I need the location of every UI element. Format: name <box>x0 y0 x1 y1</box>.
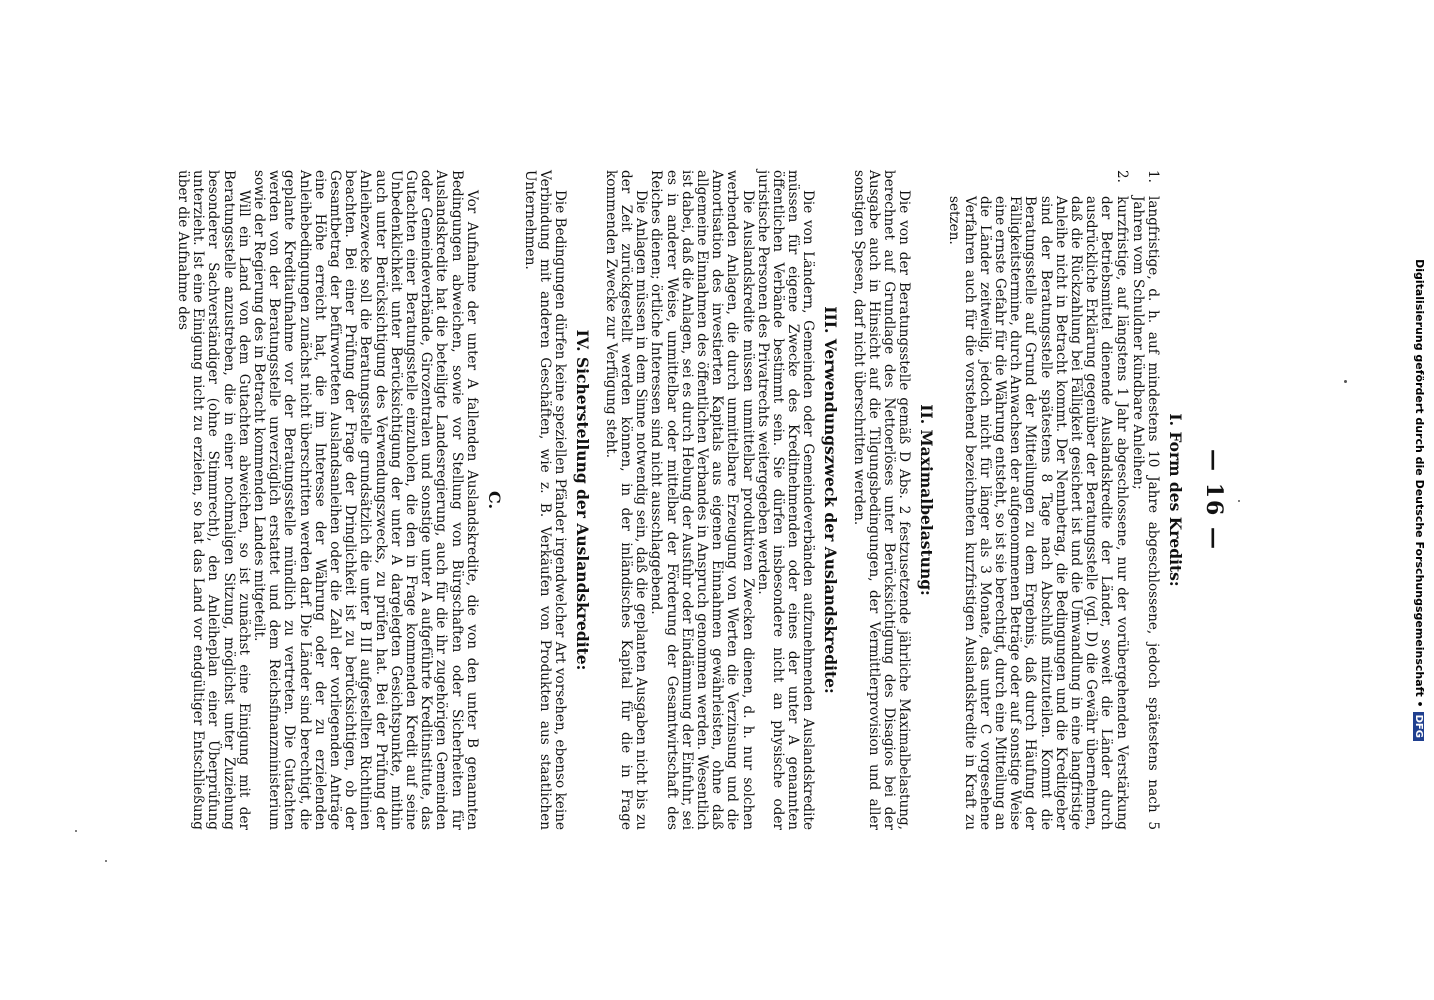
list-item-number: 1. <box>1145 170 1161 183</box>
section-heading: IV. Sicherstellung der Auslandskredite: <box>573 329 593 671</box>
section-heading: II. Maximalbelastung: <box>917 404 937 596</box>
paragraph: Die von der Beratungsstelle gemäß D Abs. 2 festzusetzende jährliche Maximalbelastung, berechnet auf Grundlage des Nettoerlöses unter Berücksichtigung des Disagios bei der Ausgabe auch in Hinsicht auf die Tilgungsbedingungen, der Vermittlerprovision und aller sonstigen Spesen, darf nicht überschritten werden. <box>850 170 913 830</box>
list-item <box>1130 170 1160 830</box>
digitization-credit <box>1410 10 1426 990</box>
digitization-credit-text: Digitalisierung gefördert durch die Deutsche Forschungsgemeinschaft • <box>1413 259 1426 708</box>
scan-speck <box>75 830 77 832</box>
section-heading: I. Form des Kredits: <box>1166 413 1185 587</box>
paragraph: Die Anlagen müssen in dem Sinne notwendig sein, daß die geplanten Ausgaben nicht bis zu der Zeit zurückgestellt werden können, in der inländisches Kapital für die in Frage kommenden Zwecke zur Verfügung steht. <box>602 170 650 830</box>
page-number: — 16 — <box>1201 449 1227 551</box>
scan-speck <box>105 860 107 862</box>
list-item-text: kurzfristige, auf längstens 1 Jahr abgeschlossene, nur der vorübergehenden Verstärkung der Betriebsmittel dienende Auslandskredite der Länder, soweit die Länder durch ausdrückliche Erklärung gegenüber der Beratungsstelle (vgl. D) die Gewähr übernehmen, daß die Rückzahlung bei Fälligkeit gesichert ist und die Umwandlung in eine langfristige Anleihe nicht in Betracht kommt. Der Nennbetrag, die Bedingungen und die Kreditgeber sind der Beratungsstelle spätestens 8 Tage nach Abschluß mitzuteilen. Kommt die Beratungsstelle auf Grund der Mitteilungen zu dem Ergebnis, daß durch Häufung der Fälligkeitstermine, durch Anwachsen der aufgenommenen Beträge oder auf sonstige Weise eine ernste Gefahr für die Währung entsteht, so ist sie berechtigt, durch eine Mitteilung an die Länder zeitweilig, jedoch nicht für länger als 3 Monate, das unter C vorgesehene Verfahren auch für die vorstehend bezeichneten kurzfristigen Auslandskredite in Kraft zu setzen. <box>946 196 1130 830</box>
section-heading: C. <box>484 490 504 510</box>
scan-speck <box>1344 380 1347 383</box>
list-item <box>946 170 1128 830</box>
paragraph: Die von Ländern, Gemeinden oder Gemeindeverbänden aufzunehmenden Auslandskredite müssen für eigene Zwecke des Kreditnehmenden oder eines der unter A genannten öffentlichen Verbände bestimmt sein. Sie dürfen insbesondere nicht an physische oder juristische Personen des Privatrechts weitergegeben werden. <box>754 170 817 830</box>
section-form-des-kredits <box>946 170 1185 830</box>
scan-speck <box>1238 500 1240 502</box>
section-c <box>175 170 504 830</box>
paragraph: Die Bedingungen dürfen keine speziellen Pfänder irgendwelcher Art vorsehen, ebenso keine Verbindung mit anderen Geschäften, wie z. B. Verkäufen von Produkten aus staatlichen Unternehmen. <box>522 170 569 830</box>
paragraph: Will ein Land von dem Gutachten abweichen, so ist zunächst eine Einigung mit der Beratungsstelle anzustreben, die in einer nochmaligen Sitzung, möglichst unter Zuziehung besonderer Sachverständiger (ohne Stimmrecht), den Anleiheplan einer Überprüfung unterzieht. Ist eine Einigung nicht zu erzielen, so hat das Land vor endgültiger Entschließung über die Aufnahme des <box>175 170 252 830</box>
section-sicherstellung <box>522 170 593 830</box>
list-item-text: langfristige, d. h. auf mindestens 10 Jahre abgeschlossene, jedoch spätestens nach 5 Jahren vom Schuldner kündbare Anleihen; <box>1129 196 1161 830</box>
section-heading: III. Verwendungszweck der Auslandskredite: <box>821 306 841 694</box>
section-maximalbelastung <box>850 170 936 830</box>
list-item-number: 2. <box>1113 170 1130 183</box>
document-page <box>167 150 1267 850</box>
dfg-logo: DFG <box>1413 712 1424 741</box>
paragraph: Vor Aufnahme der unter A fallenden Auslandskredite, die von den unter B genannten Bedingungen abweichen, sowie vor Stellung von Bürgschaften oder Sicherheiten für Auslandskredite hat die beteiligte Landesregierung, auch für die ihr zugehörigen Gemeinden oder Gemeindeverbände, Girozentralen und sonstige unter A aufgeführte Kreditinstitute, das Gutachten einer Beratungsstelle einzuholen, die den in Frage kommenden Kredit auf seine Unbedenklichkeit unter Berücksichtigung der unter A dargelegten Gesichtspunkte, mithin auch unter Berücksichtigung des Verwendungszwecks, zu prüfen hat. Bei der Prüfung der Anleihezwecke soll die Beratungsstelle grundsätzlich die unter B III aufgestellten Richtlinien beachten. Bei einer Prüfung der Frage der Dringlichkeit ist zu berücksichtigen, ob der Gesamtbetrag der befürworteten Auslandsanleihen oder die Zahl der vorliegenden Anträge eine Höhe erreicht hat, die im Interesse der Währung oder der zu erzielenden Anleihebedingungen zunächst nicht überschritten werden darf. Die Länder sind berechtigt, die geplante Kreditaufnahme vor der Beratungsstelle mündlich zu vertreten. Die Gutachten werden von der Beratungsstelle unverzüglich erstattet und dem Reichsfinanzministerium sowie der Regierung des in Betracht kommenden Landes mitgeteilt. <box>251 170 480 830</box>
section-verwendungszweck <box>603 170 841 830</box>
paragraph: Die Auslandskredite müssen unmittelbar produktiven Zwecken dienen, d. h. nur solchen werbenden Anlagen, die durch unmittelbare Erzeugung von Werten die Verzinsung und die Amortisation des investierten Kapitals aus eigenen Einnahmen gewährleisten, ohne daß allgemeine Einnahmen des öffentlichen Verbandes in Anspruch genommen werden. Wesentlich ist dabei, daß die Anlagen, sei es durch Hebung der Ausfuhr oder Eindämmung der Einfuhr, sei es in anderer Weise, unmittelbar oder mittelbar der Förderung der Gesamtwirtschaft des Reiches dienen; örtliche Interessen sind nicht ausschlaggebend. <box>648 170 756 830</box>
